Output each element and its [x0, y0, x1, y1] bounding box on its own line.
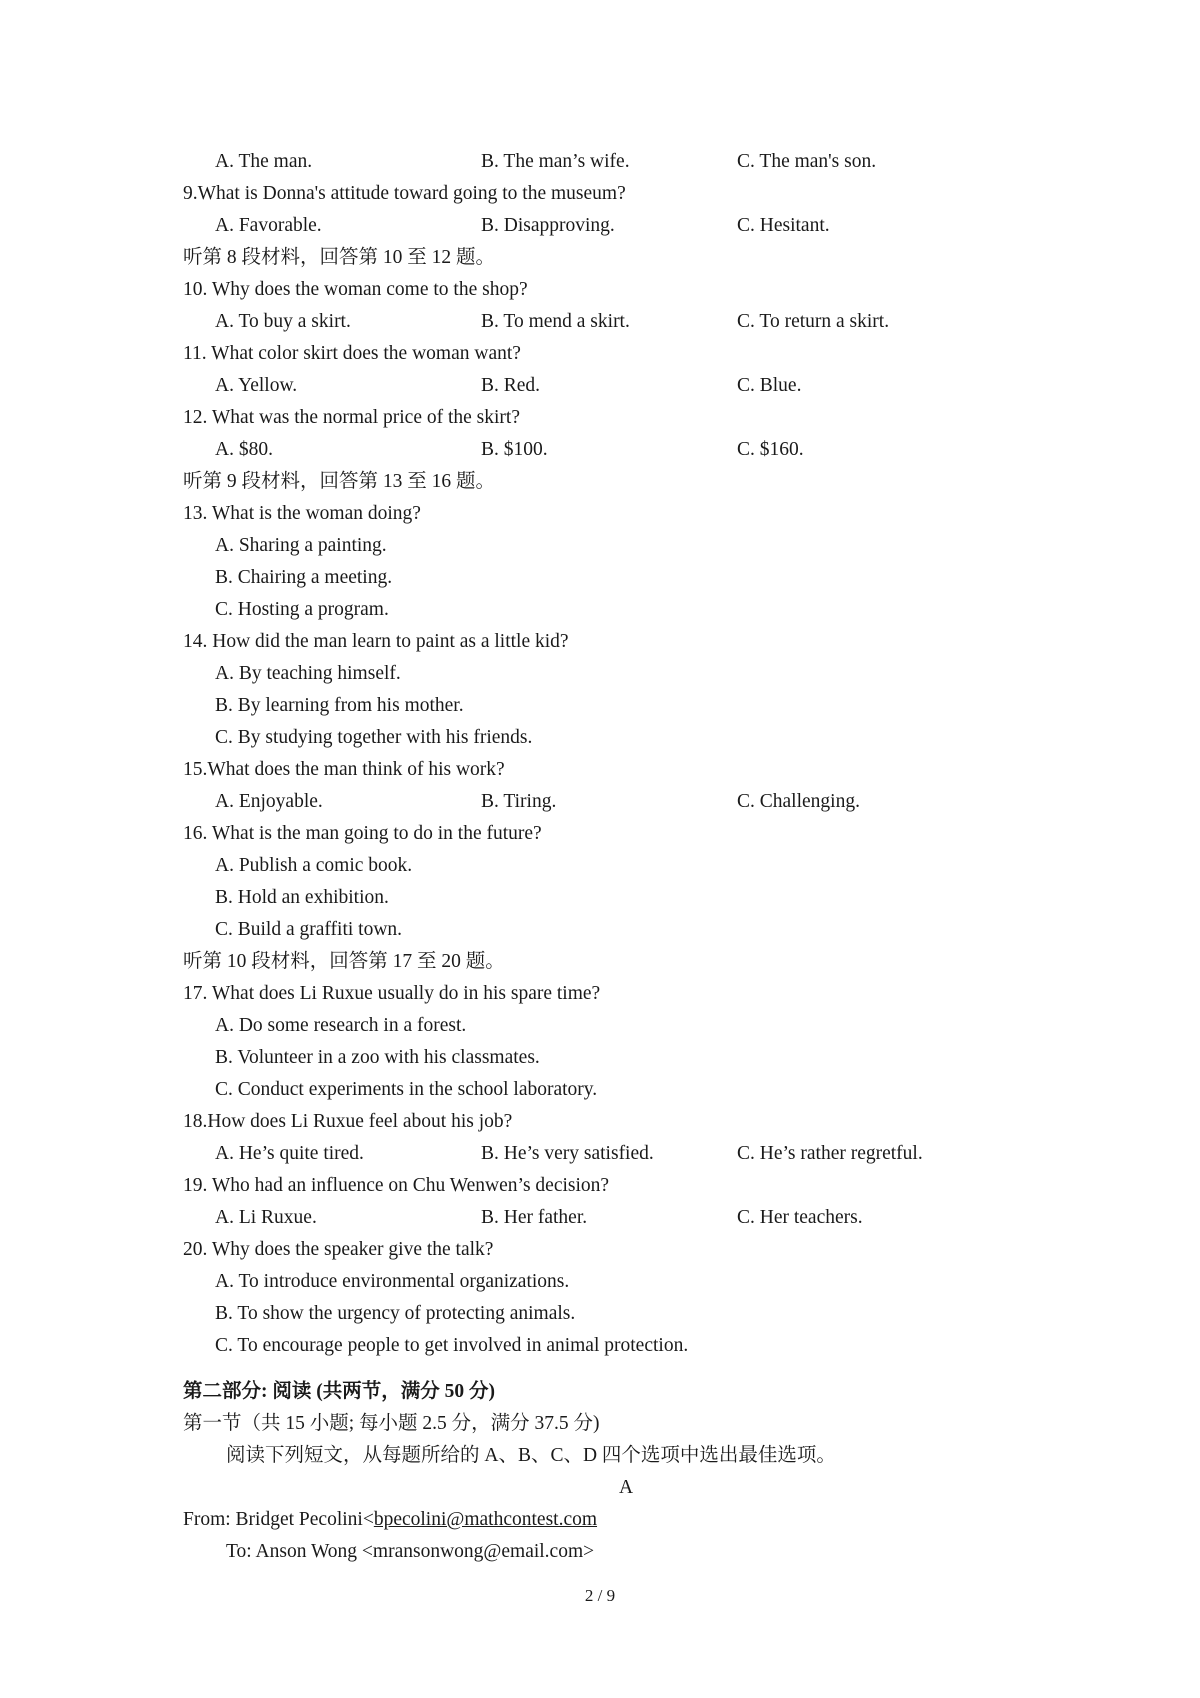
question-text: 12. What was the normal price of the skirt?	[183, 407, 520, 428]
question-17	[0, 978, 1200, 1010]
option-b: B. To mend a skirt.	[481, 311, 630, 332]
option-a: A. Enjoyable.	[215, 791, 323, 812]
question-text: 17. What does Li Ruxue usually do in his spare time?	[183, 983, 601, 1004]
question-12-options	[0, 434, 1200, 466]
option-c: C. Build a graffiti town.	[215, 919, 403, 940]
option-b: B. Disapproving.	[481, 215, 615, 236]
option-c: C. To encourage people to get involved in animal protection.	[215, 1335, 689, 1356]
option-a: A. To introduce environmental organizations.	[215, 1271, 570, 1292]
option-c: C. Blue.	[737, 375, 802, 396]
option-a: A. By teaching himself.	[215, 663, 401, 684]
question-11	[0, 338, 1200, 370]
question-15-options	[0, 786, 1200, 818]
option-a: A. To buy a skirt.	[215, 311, 351, 332]
question-16	[0, 818, 1200, 850]
email-from-line	[0, 1504, 1200, 1536]
from-email-link[interactable]: bpecolini@mathcontest.com	[373, 1509, 598, 1530]
page-number: 2 / 9	[584, 1586, 616, 1605]
option-b: B. Hold an exhibition.	[215, 887, 389, 908]
option-c: C. Challenging.	[737, 791, 860, 812]
part-two-heading: 第二部分: 阅读 (共两节，满分 50 分)	[183, 1381, 495, 1402]
option-b: B. He’s very satisfied.	[481, 1143, 654, 1164]
section-instruction-10: 听第 10 段材料，回答第 17 至 20 题。	[183, 951, 505, 972]
question-text: 10. Why does the woman come to the shop?	[183, 279, 528, 300]
option-c: C. The man's son.	[737, 151, 877, 172]
option-a: A. Favorable.	[215, 215, 322, 236]
option-c: C. Hesitant.	[737, 215, 830, 236]
option-a: A. He’s quite tired.	[215, 1143, 364, 1164]
option-b: B. $100.	[481, 439, 548, 460]
question-text: 19. Who had an influence on Chu Wenwen’s decision?	[183, 1175, 610, 1196]
question-10	[0, 274, 1200, 306]
email-to-line: To: Anson Wong <mransonwong@email.com>	[226, 1541, 595, 1562]
option-c: C. Her teachers.	[737, 1207, 863, 1228]
option-a: A. Do some research in a forest.	[215, 1015, 467, 1036]
question-text: 20. Why does the speaker give the talk?	[183, 1239, 494, 1260]
question-9-options	[0, 210, 1200, 242]
question-9	[0, 178, 1200, 210]
question-text: 9.What is Donna's attitude toward going to the museum?	[183, 183, 626, 204]
option-c: C. By studying together with his friends.	[215, 727, 533, 748]
question-text: 15.What does the man think of his work?	[183, 759, 505, 780]
question-13	[0, 498, 1200, 530]
question-20	[0, 1234, 1200, 1266]
option-b: B. Red.	[481, 375, 541, 396]
option-b: B. Tiring.	[481, 791, 557, 812]
passage-label: A	[618, 1477, 634, 1498]
question-14	[0, 626, 1200, 658]
from-label: From: Bridget Pecolini<	[183, 1509, 374, 1530]
option-b: B. Chairing a meeting.	[215, 567, 393, 588]
section-instruction-9: 听第 9 段材料，回答第 13 至 16 题。	[183, 471, 496, 492]
question-10-options	[0, 306, 1200, 338]
question-text: 13. What is the woman doing?	[183, 503, 421, 524]
reading-instruction: 阅读下列短文，从每题所给的 A、B、C、D 四个选项中选出最佳选项。	[226, 1445, 836, 1466]
option-b: B. Volunteer in a zoo with his classmates.	[215, 1047, 540, 1068]
option-a: A. Sharing a painting.	[215, 535, 387, 556]
option-a: A. $80.	[215, 439, 273, 460]
option-c: C. He’s rather regretful.	[737, 1143, 923, 1164]
option-c: C. Hosting a program.	[215, 599, 389, 620]
question-15	[0, 754, 1200, 786]
option-c: C. $160.	[737, 439, 804, 460]
option-a: A. Yellow.	[215, 375, 298, 396]
section-one-heading: 第一节（共 15 小题; 每小题 2.5 分，满分 37.5 分)	[183, 1413, 600, 1434]
option-c: C. Conduct experiments in the school laboratory.	[215, 1079, 598, 1100]
option-b: B. Her father.	[481, 1207, 588, 1228]
question-19-options	[0, 1202, 1200, 1234]
option-a: A. Li Ruxue.	[215, 1207, 317, 1228]
question-text: 18.How does Li Ruxue feel about his job?	[183, 1111, 513, 1132]
question-11-options	[0, 370, 1200, 402]
option-c: C. To return a skirt.	[737, 311, 890, 332]
option-a: A. Publish a comic book.	[215, 855, 413, 876]
question-18	[0, 1106, 1200, 1138]
question-text: 16. What is the man going to do in the future?	[183, 823, 542, 844]
option-b: B. By learning from his mother.	[215, 695, 464, 716]
option-b: B. To show the urgency of protecting animals.	[215, 1303, 576, 1324]
question-text: 11. What color skirt does the woman want?	[183, 343, 521, 364]
option-a: A. The man.	[215, 151, 313, 172]
question-text: 14. How did the man learn to paint as a little kid?	[183, 631, 569, 652]
section-instruction-8: 听第 8 段材料，回答第 10 至 12 题。	[183, 247, 496, 268]
question-18-options	[0, 1138, 1200, 1170]
option-b: B. The man’s wife.	[481, 151, 630, 172]
question-12	[0, 402, 1200, 434]
question-19	[0, 1170, 1200, 1202]
question-8-options	[0, 146, 1200, 178]
